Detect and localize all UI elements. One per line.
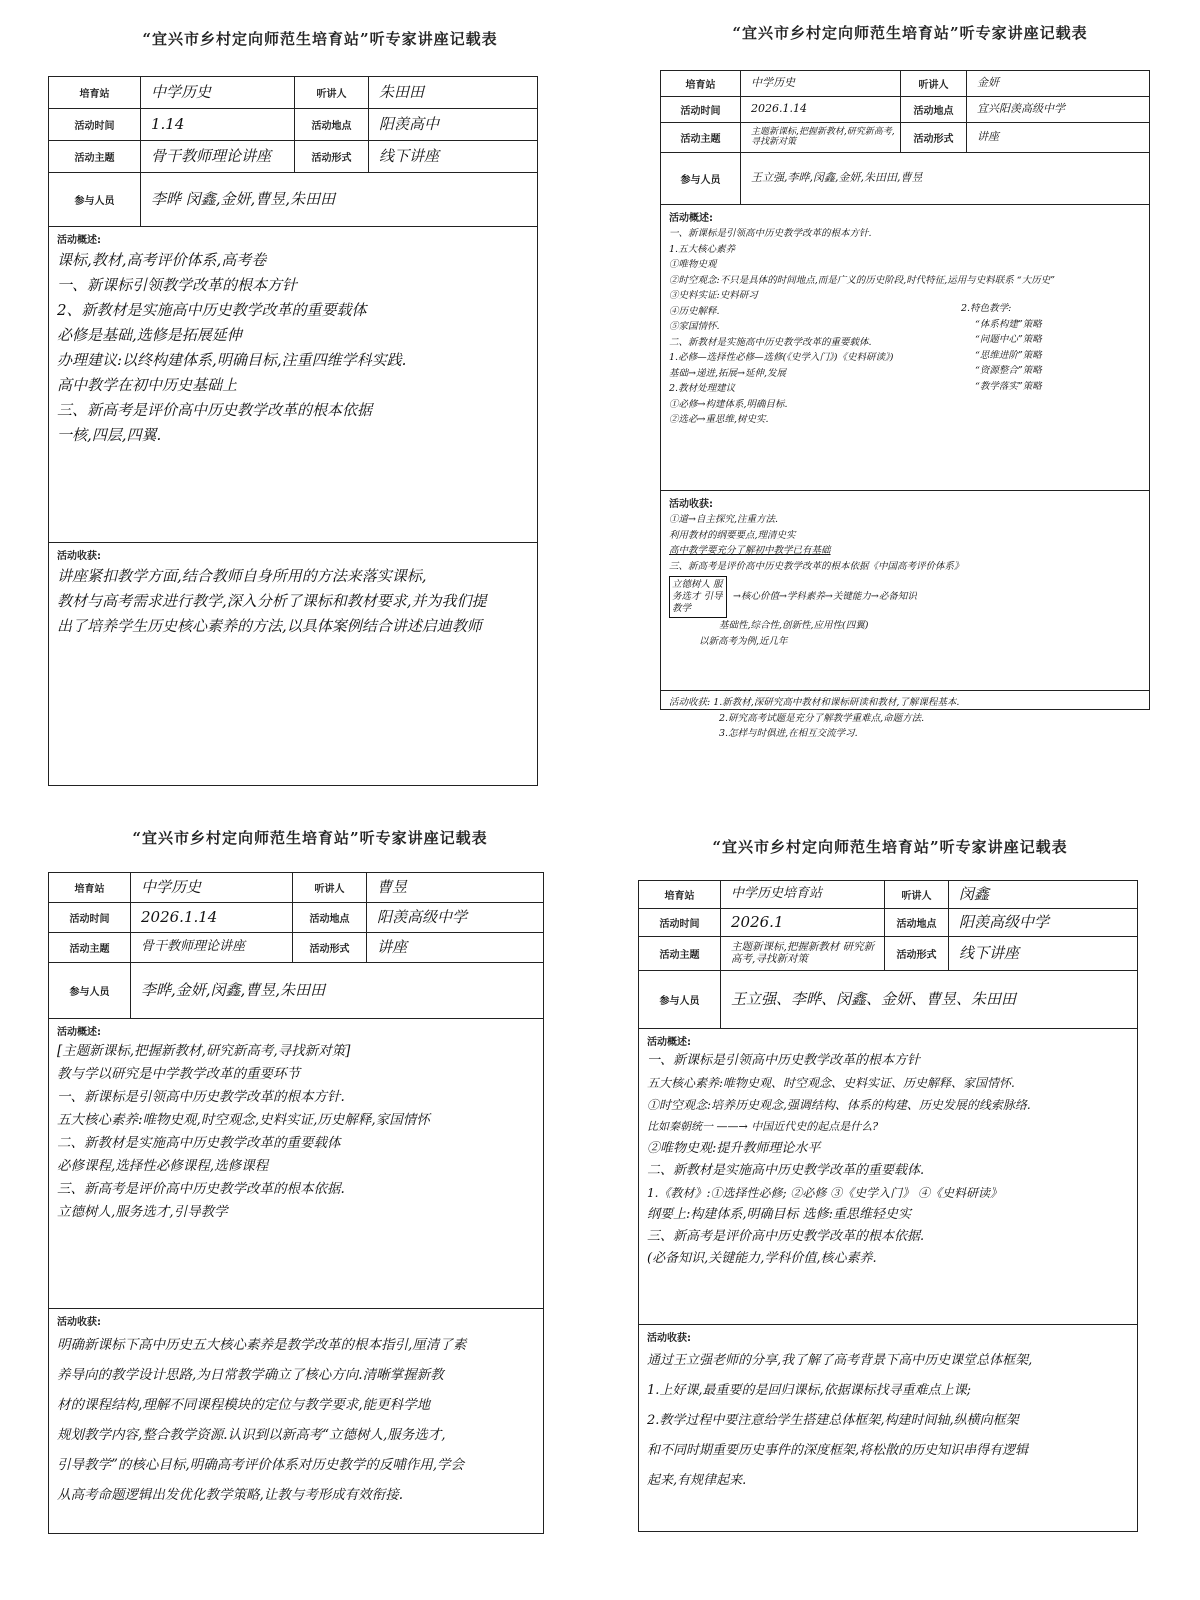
overview-line: 一核,四层,四翼. <box>57 426 162 444</box>
gains-line: 高中教学要充分了解初中教学已有基础 <box>669 545 831 556</box>
overview-line: 办理建议:以终构建体系,明确目标,注重四维学科实践. <box>57 351 407 369</box>
place-value: 阳羡高中 <box>379 115 440 134</box>
overview-line: [主题新课标,把握新教材,研究新高考,寻找新对策] <box>57 1043 351 1059</box>
station-label: 培育站 <box>639 881 721 908</box>
gains-text: 1.新教材,深研究高中教材和课标研读和教材,了解课程基本. <box>713 697 960 708</box>
participants-label: 参与人员 <box>639 971 721 1028</box>
participants-value: 李晔,金妍,闵鑫,曹昱,朱田田 <box>141 981 326 1000</box>
station-value: 中学历史 <box>741 71 901 96</box>
sheet-4-title: “宜兴市乡村定向师范生培育站”听专家讲座记载表 <box>712 838 1068 856</box>
overview-line: ①必修→构建体系,明确目标. <box>669 398 788 410</box>
station-value: 中学历史培育站 <box>721 881 885 908</box>
theme-value: 主题新课标,把握新教材,研究新高考,寻找新对策 <box>741 123 901 152</box>
form-value: 讲座 <box>377 938 408 957</box>
gains-title: 活动收获: <box>669 499 713 510</box>
place-label: 活动地点 <box>901 97 967 122</box>
gains-section <box>49 543 537 783</box>
overview-line: ⑤家国情怀. <box>669 321 720 332</box>
strategy-line: 2.特色教学: <box>961 303 1012 314</box>
overview-line: 一、新课标引领教学改革的根本方针 <box>57 276 298 294</box>
core-box: 立德树人 服务选才 引导教学 <box>669 576 727 618</box>
station-value: 中学历史 <box>131 873 293 902</box>
gains-line: 规划教学内容,整合教学资源.认识到以新高考“立德树人,服务选才, <box>57 1427 446 1443</box>
sheet-4-form <box>638 880 1138 1532</box>
gains-title-inline: 活动收获: <box>669 697 711 708</box>
participants-label: 参与人员 <box>49 173 141 226</box>
overview-title: 活动概述: <box>57 235 101 246</box>
gains-title: 活动收获: <box>57 1317 101 1328</box>
overview-line: ②时空观念:不只是具体的时间地点,而是广义的历史阶段,时代特征,运用与史料联系 “大历史” <box>669 274 1055 286</box>
gains-line: 起来,有规律起来. <box>647 1473 747 1488</box>
overview-line: 二、新教材是实施高中历史教学改革的重要载体. <box>647 1163 925 1178</box>
gains-line: 以新高考为例,近几年 <box>699 635 788 647</box>
strategy-line: “资源整合”策略 <box>975 365 1042 376</box>
strategy-line: “问题中心”策略 <box>975 334 1042 345</box>
overview-line: 2、新教材是实施高中历史教学改革的重要载体 <box>57 301 367 319</box>
gains-line: 养导向的教学设计思路,为日常教学确立了核心方向.清晰掌握新教 <box>57 1367 444 1383</box>
overview-title: 活动概述: <box>669 213 713 224</box>
overview-title: 活动概述: <box>647 1037 691 1048</box>
overview-line: ②唯物史观:提升教师理论水平 <box>647 1141 821 1156</box>
gains-section <box>49 1309 543 1535</box>
participants-value: 王立强,李晔,闵鑫,金妍,朱田田,曹昱 <box>751 171 923 185</box>
gains-line: 2.教学过程中要注意给学生搭建总体框架,构建时间轴,纵横向框架 <box>647 1413 1019 1428</box>
overview-section <box>661 205 1149 491</box>
gains-section-b <box>661 691 1149 781</box>
time-value: 2026.1 <box>721 909 885 936</box>
overview-line: 高中教学在初中历史基础上 <box>57 376 238 394</box>
overview-line: 三、新高考是评价高中历史教学改革的根本依据. <box>647 1229 925 1244</box>
station-label: 培育站 <box>49 77 141 108</box>
overview-line: ②选必→重思维,树史实. <box>669 414 769 425</box>
strategy-line: “体系构建”策略 <box>975 318 1042 330</box>
form-label: 活动形式 <box>901 123 967 152</box>
theme-value: 骨干教师理论讲座 <box>141 141 295 172</box>
gains-line: 基础性,综合性,创新性,应用性(四翼) <box>719 620 869 631</box>
gains-line: 引导教学”的核心目标,明确高考评价体系对历史教学的反哺作用,学会 <box>57 1457 464 1473</box>
gains-line: 讲座紧扣教学方面,结合教师自身所用的方法来落实课标, <box>57 567 427 585</box>
gains-line: 教材与高考需求进行教学,深入分析了课标和教材要求,并为我们提 <box>57 592 487 610</box>
gains-line: 和不同时期重要历史事件的深度框架,将松散的历史知识串得有逻辑 <box>647 1443 1029 1458</box>
form-label: 活动形式 <box>885 937 949 970</box>
theme-label: 活动主题 <box>661 123 741 152</box>
gains-line <box>669 695 1141 711</box>
time-value: 1.14 <box>141 109 295 140</box>
gains-line: →核心价值→学科素养→关键能力→必备知识 <box>733 591 917 603</box>
gains-line: 明确新课标下高中历史五大核心素养是教学改革的根本指引,厘清了素 <box>57 1337 467 1353</box>
speaker-label: 听讲人 <box>295 77 369 108</box>
overview-line: 五大核心素养:唯物史观、时空观念、史料实证、历史解释、家国情怀. <box>647 1076 1015 1090</box>
strategy-column <box>961 301 1131 394</box>
participants-label: 参与人员 <box>661 153 741 204</box>
overview-section <box>49 1019 543 1309</box>
station-value: 中学历史 <box>141 77 295 108</box>
gains-line: 3.怎样与时俱进,在相互交流学习. <box>719 728 858 739</box>
form-value: 线下讲座 <box>379 147 440 166</box>
gains-line: ①道→自主探究,注重方法. <box>669 514 778 525</box>
overview-line: 1.《教材》:①选择性必修; ②必修 ③《史学入门》 ④《史料研读》 <box>647 1186 1002 1200</box>
overview-line: ③史料实证:史料研习 <box>669 290 758 301</box>
gains-line: 通过王立强老师的分享,我了解了高考背景下高中历史课堂总体框架, <box>647 1353 1033 1368</box>
station-label: 培育站 <box>661 71 741 96</box>
participants-label: 参与人员 <box>49 963 131 1018</box>
overview-line: 1.五大核心素养 <box>669 243 736 255</box>
participants-value: 李晔 闵鑫,金妍,曹昱,朱田田 <box>151 190 336 209</box>
overview-line: 必修是基础,选修是拓展延伸 <box>57 326 242 344</box>
speaker-value: 曹昱 <box>377 878 408 897</box>
place-value: 阳羡高级中学 <box>959 913 1050 932</box>
form-value: 讲座 <box>977 130 999 144</box>
overview-line: 必修课程,选择性必修课程,选修课程 <box>57 1158 269 1174</box>
place-label: 活动地点 <box>293 903 367 932</box>
sheet-1-title: “宜兴市乡村定向师范生培育站”听专家讲座记载表 <box>142 30 498 48</box>
form-value: 线下讲座 <box>959 944 1020 963</box>
theme-label: 活动主题 <box>49 933 131 962</box>
time-label: 活动时间 <box>661 97 741 122</box>
overview-line: 课标,教材,高考评价体系,高考卷 <box>57 251 267 269</box>
overview-line: 教与学以研究是中学教学改革的重要环节 <box>57 1066 300 1082</box>
time-label: 活动时间 <box>639 909 721 936</box>
speaker-label: 听讲人 <box>293 873 367 902</box>
overview-line: 三、新高考是评价高中历史教学改革的根本依据. <box>57 1181 345 1197</box>
overview-line: 一、新课标是引领高中历史教学改革的根本方针. <box>669 228 872 239</box>
gains-line: 2.研究高考试题是充分了解教学重难点,命题方法. <box>719 712 925 724</box>
time-label: 活动时间 <box>49 903 131 932</box>
gains-title: 活动收获: <box>57 551 101 562</box>
gains-line: 出了培养学生历史核心素养的方法,以具体案例结合讲述启迪教师 <box>57 617 482 635</box>
gains-title: 活动收获: <box>647 1333 691 1344</box>
station-label: 培育站 <box>49 873 131 902</box>
theme-label: 活动主题 <box>49 141 141 172</box>
overview-line: 基础→递进,拓展→延伸,发展 <box>669 367 786 379</box>
speaker-value: 朱田田 <box>379 83 425 102</box>
overview-line: 一、新课标是引领高中历史教学改革的根本方针 <box>647 1053 921 1068</box>
theme-label: 活动主题 <box>639 937 721 970</box>
overview-line: 一、新课标是引领高中历史教学改革的根本方针. <box>57 1089 345 1105</box>
gains-line: 1.上好课,最重要的是回归课标,依据课标找寻重难点上课; <box>647 1383 972 1398</box>
form-label: 活动形式 <box>293 933 367 962</box>
theme-value: 骨干教师理论讲座 <box>131 933 293 962</box>
overview-line: ④历史解释. <box>669 305 720 317</box>
time-value: 2026.1.14 <box>131 903 293 932</box>
sheet-2-form <box>660 70 1150 739</box>
time-value: 2026.1.14 <box>741 97 901 122</box>
overview-title: 活动概述: <box>57 1027 101 1038</box>
speaker-value: 闵鑫 <box>959 885 990 904</box>
overview-line: 1.必修—选择性必修—选修(《史学入门》)《史料研读》) <box>669 352 894 363</box>
overview-line: 二、新教材是实施高中历史教学改革的重要载体. <box>669 336 872 348</box>
speaker-label: 听讲人 <box>901 71 967 96</box>
gains-line: 材的课程结构,理解不同课程模块的定位与教学要求,能更科学地 <box>57 1397 431 1413</box>
strategy-line: “思维进阶”策略 <box>975 349 1042 361</box>
gains-section <box>639 1325 1137 1531</box>
overview-line: 比如秦朝统一 ——→ 中国近代史的起点是什么? <box>647 1120 879 1133</box>
overview-line: ①唯物史观 <box>669 259 717 270</box>
form-label: 活动形式 <box>295 141 369 172</box>
speaker-label: 听讲人 <box>885 881 949 908</box>
overview-line: ①时空观念:培养历史观念,强调结构、体系的构建、历史发展的线索脉络. <box>647 1098 1031 1112</box>
place-value: 宜兴阳羡高级中学 <box>977 102 1065 116</box>
gains-line: 三、新高考是评价高中历史教学改革的根本依据《中国高考评价体系》 <box>669 560 964 572</box>
strategy-line: “教学落实”策略 <box>975 380 1042 392</box>
gains-line: 从高考命题逻辑出发优化教学策略,让教与考形成有效衔接. <box>57 1487 404 1503</box>
overview-line: 五大核心素养:唯物史观,时空观念,史料实证,历史解释,家国情怀 <box>57 1112 430 1128</box>
gains-line: 利用教材的纲要要点,理清史实 <box>669 529 796 541</box>
place-label: 活动地点 <box>295 109 369 140</box>
gains-section-a <box>661 491 1149 691</box>
place-value: 阳羡高级中学 <box>377 908 468 927</box>
overview-section <box>49 227 537 543</box>
participants-value: 王立强、李晔、闵鑫、金妍、曹昱、朱田田 <box>731 990 1017 1009</box>
overview-line: 立德树人,服务选才,引导教学 <box>57 1204 228 1220</box>
time-label: 活动时间 <box>49 109 141 140</box>
speaker-value: 金妍 <box>977 76 999 90</box>
place-label: 活动地点 <box>885 909 949 936</box>
overview-line: 三、新高考是评价高中历史教学改革的根本依据 <box>57 401 373 419</box>
sheet-1-form <box>48 76 538 786</box>
overview-line: 纲要上:构建体系,明确目标 选修:重思维轻史实 <box>647 1207 912 1222</box>
sheet-3-form <box>48 872 544 1534</box>
theme-value: 主题新课标,把握新教材 研究新高考,寻找新对策 <box>721 937 885 970</box>
sheet-3-title: “宜兴市乡村定向师范生培育站”听专家讲座记载表 <box>132 829 488 847</box>
overview-section <box>639 1029 1137 1325</box>
overview-line: 2.教材处理建议 <box>669 383 736 394</box>
sheet-2-title: “宜兴市乡村定向师范生培育站”听专家讲座记载表 <box>732 24 1088 42</box>
overview-line: (必备知识,关键能力,学科价值,核心素养. <box>647 1251 877 1266</box>
overview-line: 二、新教材是实施高中历史教学改革的重要载体 <box>57 1135 341 1151</box>
